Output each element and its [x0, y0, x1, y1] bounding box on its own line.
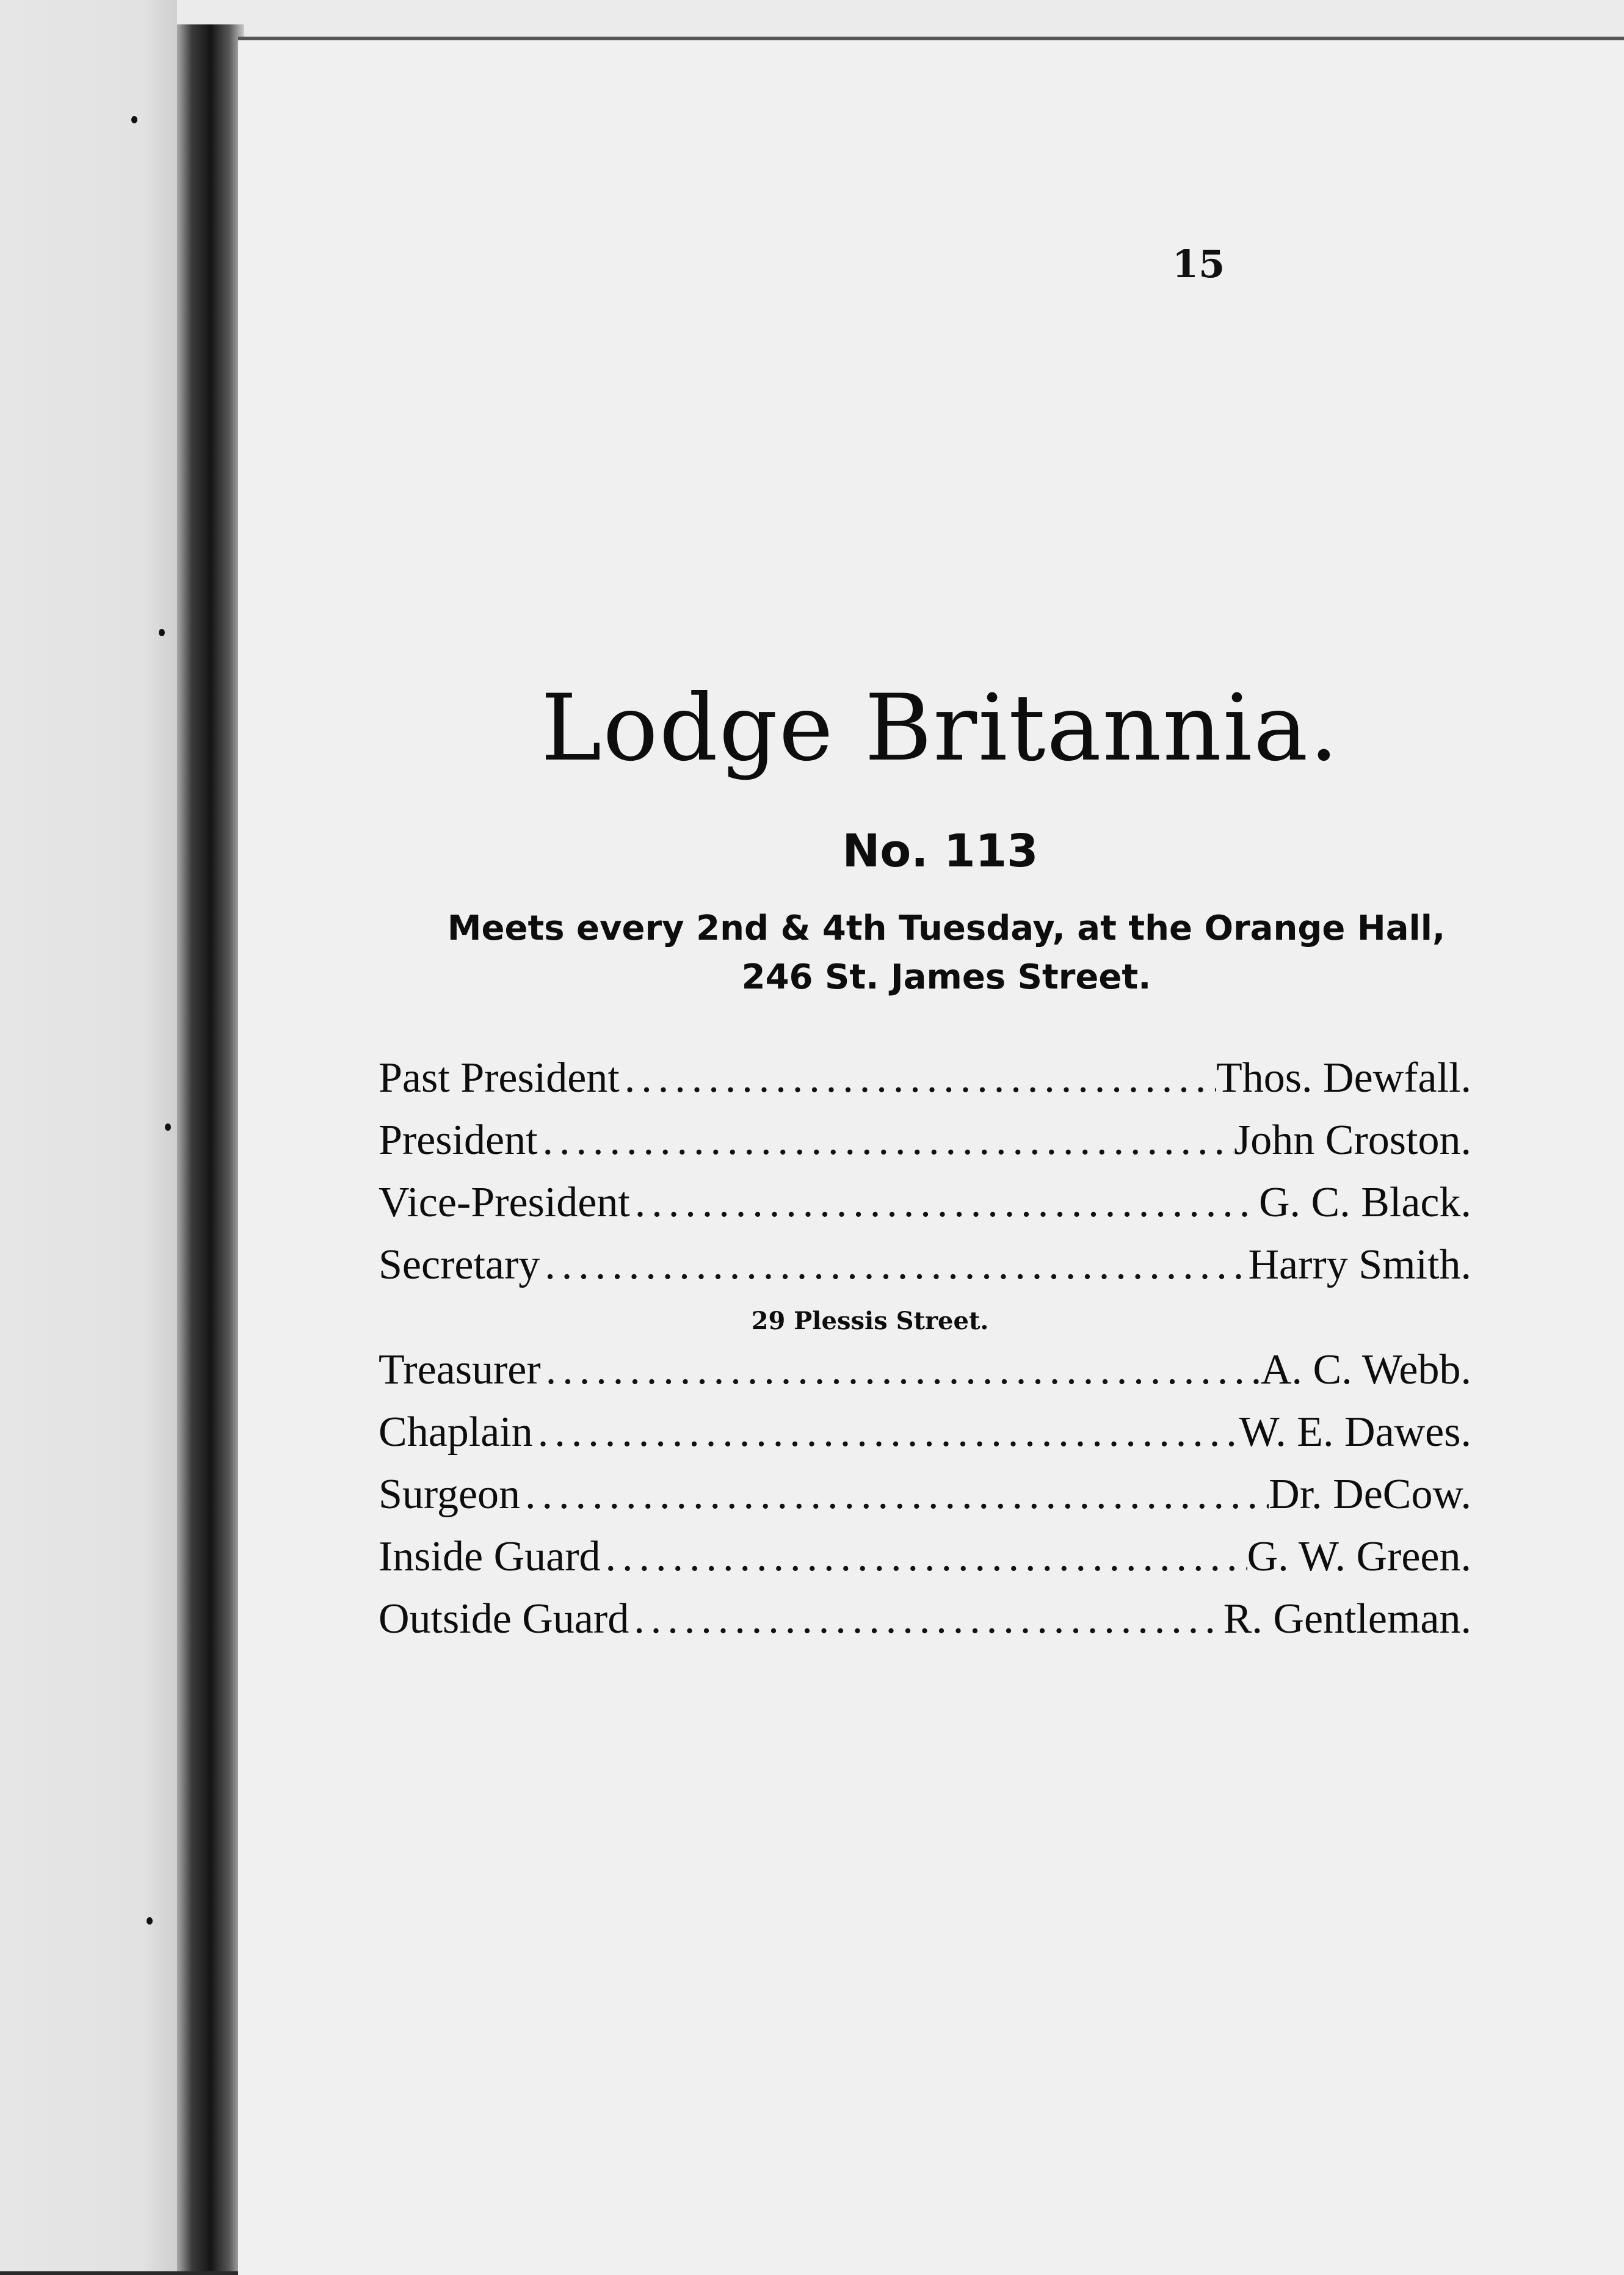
- dot-leader: [538, 1116, 1234, 1165]
- book-page: [238, 37, 1624, 2275]
- officer-name: A. C. Webb.: [1260, 1346, 1471, 1393]
- officer-role: Secretary: [379, 1241, 540, 1288]
- officer-row: [379, 1054, 1471, 1116]
- officer-role: Inside Guard: [379, 1533, 601, 1580]
- meeting-line-1: Meets every 2nd & 4th Tuesday, at the Orange Hall,: [447, 909, 1446, 948]
- book-binding-gutter: [177, 24, 244, 2271]
- dot-leader: [629, 1595, 1223, 1644]
- officer-name: G. C. Black.: [1258, 1179, 1471, 1226]
- lodge-title: Lodge Britannia.: [540, 675, 1340, 782]
- officer-row: [379, 1533, 1471, 1595]
- ink-speck: [147, 1917, 153, 1925]
- officer-row: [379, 1178, 1471, 1241]
- secretary-address: 29 Plessis Street.: [751, 1307, 989, 1335]
- officer-role: President: [379, 1117, 538, 1164]
- dot-leader: [533, 1408, 1239, 1457]
- ink-speck: [159, 629, 165, 636]
- officer-row: [379, 1470, 1471, 1533]
- officer-name: John Croston.: [1234, 1117, 1471, 1164]
- dot-leader: [541, 1346, 1261, 1395]
- officer-role: Vice-President: [379, 1179, 630, 1226]
- officer-role: Treasurer: [379, 1346, 541, 1393]
- officer-row: [379, 1595, 1471, 1657]
- ink-speck: [131, 116, 137, 123]
- facing-page-edge: [0, 0, 177, 2271]
- officer-name: Thos. Dewfall.: [1216, 1054, 1471, 1101]
- dot-leader: [630, 1178, 1259, 1227]
- lodge-number: No. 113: [842, 825, 1039, 877]
- officer-name: W. E. Dawes.: [1239, 1409, 1471, 1456]
- officer-role: Surgeon: [379, 1471, 521, 1518]
- dot-leader: [520, 1470, 1269, 1519]
- officer-name: Dr. DeCow.: [1269, 1471, 1471, 1518]
- meeting-line-2: 246 St. James Street.: [741, 957, 1151, 997]
- officer-name: Harry Smith.: [1248, 1241, 1471, 1288]
- officer-row: [379, 1408, 1471, 1470]
- dot-leader: [601, 1533, 1247, 1581]
- officer-row: [379, 1116, 1471, 1178]
- officer-role: Outside Guard: [379, 1595, 629, 1642]
- officer-row: [379, 1241, 1471, 1303]
- dot-leader: [540, 1241, 1248, 1290]
- officer-name: R. Gentleman.: [1223, 1595, 1471, 1642]
- meeting-info: [372, 904, 1520, 1002]
- page-number: 15: [1172, 242, 1225, 286]
- officer-role: Chaplain: [379, 1409, 533, 1456]
- ink-speck: [165, 1123, 171, 1131]
- dot-leader: [620, 1054, 1216, 1103]
- officer-row: [379, 1346, 1471, 1408]
- officers-list: [379, 1054, 1471, 1657]
- officer-name: G. W. Green.: [1247, 1533, 1471, 1580]
- officer-role: Past President: [379, 1054, 620, 1101]
